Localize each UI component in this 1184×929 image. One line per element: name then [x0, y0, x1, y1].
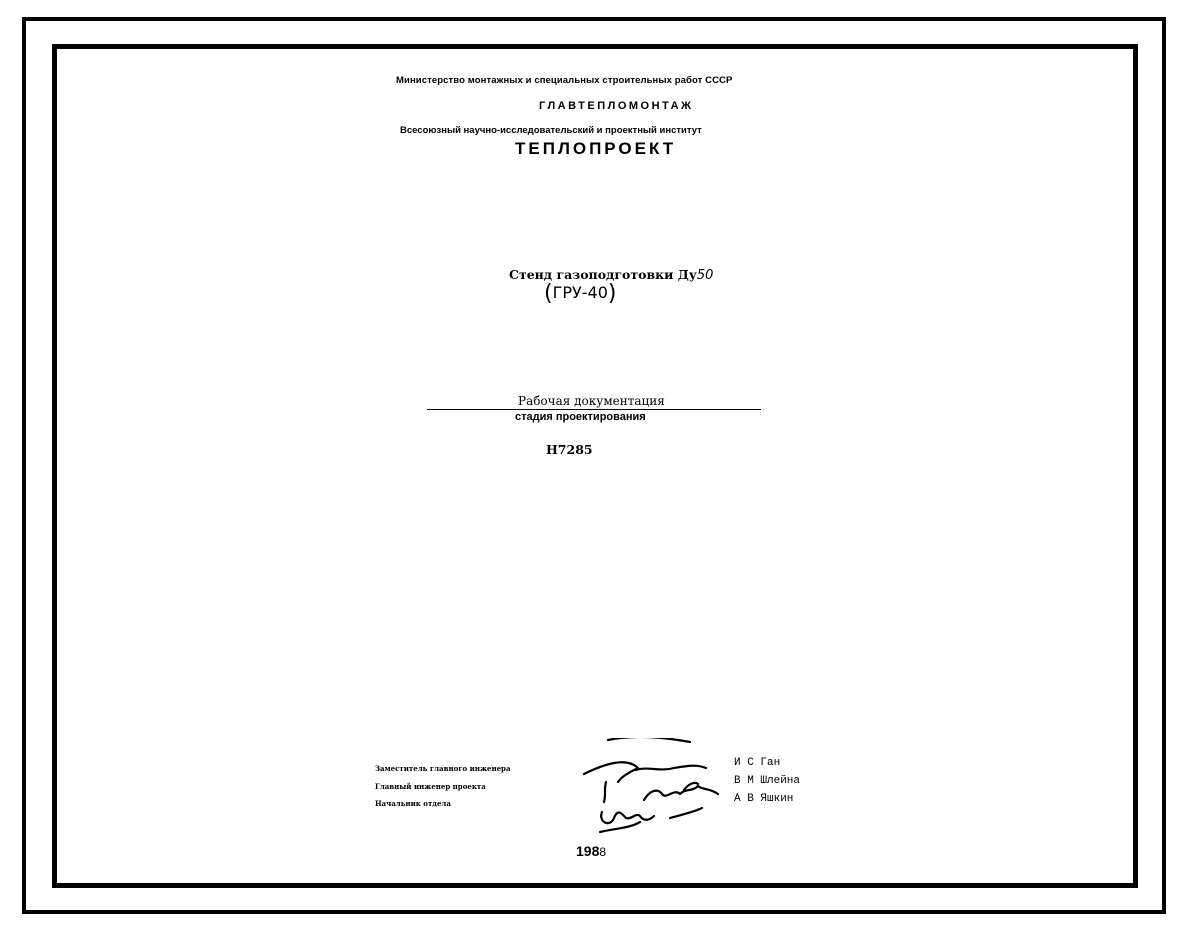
institute-name: ТЕПЛОПРОЕКТ — [515, 139, 677, 158]
document-number: Н7285 — [546, 442, 593, 457]
institute-line: Всесоюзный научно-исследовательский и проектный институт — [400, 125, 702, 136]
ministry-line: Министерство монтажных и специальных строительных работ СССР — [396, 75, 733, 86]
year — [576, 843, 606, 859]
underline-divider — [427, 409, 761, 410]
role-chief-project-engineer: Главный инженер проекта — [375, 782, 486, 791]
signatures-image — [578, 738, 734, 834]
code-paren-close: ) — [607, 281, 617, 306]
year-last-digit: 8 — [599, 845, 607, 859]
role-deputy-chief-engineer: Заместитель главного инженера — [375, 764, 511, 773]
year-main: 198 — [576, 843, 600, 859]
object-code — [544, 283, 616, 305]
role-department-head: Начальник отдела — [375, 799, 451, 808]
documentation-type: Рабочая документация — [518, 394, 665, 408]
object-diameter: 50 — [696, 268, 714, 283]
name-department-head: А В Яшкин — [734, 793, 794, 805]
design-stage: стадия проектирования — [515, 411, 646, 423]
code-paren-open: ( — [544, 281, 553, 306]
object-name: Стенд газоподготовки Ду — [509, 267, 697, 282]
name-deputy-chief-engineer: И С Ган — [734, 757, 781, 769]
name-chief-project-engineer: В М Шлейна — [734, 775, 801, 787]
glavk-line: ГЛАВТЕПЛОМОНТАЖ — [539, 100, 694, 112]
code-text: ГРУ-40 — [552, 283, 608, 302]
